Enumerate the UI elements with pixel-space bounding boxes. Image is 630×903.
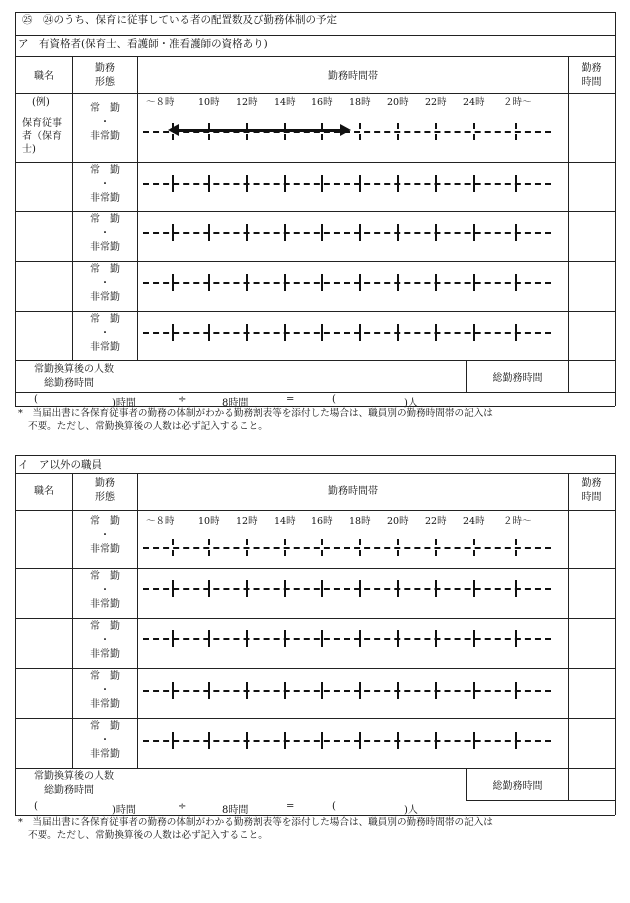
time-band-header: 勤務時間帯 <box>328 71 378 82</box>
time-tick-mark <box>284 224 286 241</box>
time-tick-mark <box>172 539 174 556</box>
time-tick-mark <box>246 224 248 241</box>
example-role-line3: 士) <box>22 144 36 155</box>
time-tick-mark <box>172 732 174 749</box>
total-hours-label: 総勤務時間 <box>492 781 543 792</box>
time-tick-mark <box>397 274 399 291</box>
schedule-timeline[interactable] <box>143 638 551 640</box>
time-tick-label: ～８時 <box>146 516 175 527</box>
time-tick-mark <box>473 123 475 140</box>
work-form-separator: ・ <box>100 530 110 541</box>
time-tick-label: ２時～ <box>503 516 532 527</box>
work-form-header-line1: 勤務 <box>95 478 115 489</box>
work-form-parttime[interactable]: 非常勤 <box>90 342 120 353</box>
time-tick-label: 24時 <box>463 97 485 108</box>
time-tick-mark <box>284 274 286 291</box>
time-tick-mark <box>435 580 437 597</box>
work-form-separator: ・ <box>100 585 110 596</box>
time-tick-mark <box>515 274 517 291</box>
work-form-separator: ・ <box>100 328 110 339</box>
time-tick-mark <box>473 682 475 699</box>
time-tick-mark <box>515 539 517 556</box>
schedule-timeline[interactable] <box>143 588 551 590</box>
time-tick-mark <box>515 682 517 699</box>
schedule-timeline[interactable] <box>143 332 551 334</box>
time-tick-mark <box>321 580 323 597</box>
fte-label: 常勤換算後の人数 <box>34 771 114 782</box>
time-tick-mark <box>515 224 517 241</box>
time-tick-label: 10時 <box>198 97 220 108</box>
work-form-fulltime[interactable]: 常 勤 <box>90 214 120 225</box>
formula-equals: = <box>286 801 295 812</box>
time-tick-label: 16時 <box>311 97 333 108</box>
time-tick-mark <box>321 539 323 556</box>
time-tick-mark <box>208 580 210 597</box>
work-form-separator: ・ <box>100 179 110 190</box>
formula-divide: ÷ <box>178 394 187 405</box>
footnote-line1: * 当届出書に各保育従事者の勤務の体制がわかる勤務割表等を添付した場合は、職員別の勤務時間帯の記入は <box>18 817 493 828</box>
time-tick-mark <box>473 580 475 597</box>
example-role-line1: 保育従事 <box>22 118 62 129</box>
work-form-separator: ・ <box>100 635 110 646</box>
time-tick-mark <box>473 732 475 749</box>
time-tick-mark <box>321 224 323 241</box>
work-form-fulltime[interactable]: 常 勤 <box>90 165 120 176</box>
time-tick-label: 12時 <box>236 97 258 108</box>
time-tick-mark <box>473 175 475 192</box>
name-column-header: 職名 <box>34 71 54 82</box>
time-tick-mark <box>397 732 399 749</box>
footnote-line2: 不要。ただし、常勤換算後の人数は必ず記入すること。 <box>28 421 268 432</box>
time-tick-mark <box>435 324 437 341</box>
time-tick-mark <box>435 175 437 192</box>
time-tick-mark <box>284 630 286 647</box>
formula-persons-unit: )人 <box>404 398 418 409</box>
time-tick-mark <box>435 630 437 647</box>
time-tick-mark <box>397 630 399 647</box>
time-tick-label: 10時 <box>198 516 220 527</box>
time-tick-mark <box>515 123 517 140</box>
work-form-parttime[interactable]: 非常勤 <box>90 649 120 660</box>
time-tick-mark <box>359 324 361 341</box>
time-tick-mark <box>321 175 323 192</box>
time-tick-mark <box>515 630 517 647</box>
formula-open-paren2: ( <box>332 394 336 405</box>
work-form-parttime[interactable]: 非常勤 <box>90 699 120 710</box>
time-tick-mark <box>172 682 174 699</box>
time-tick-mark <box>172 274 174 291</box>
hours-header-line2: 時間 <box>581 492 602 503</box>
formula-equals: = <box>286 394 295 405</box>
time-tick-mark <box>246 324 248 341</box>
time-tick-mark <box>284 580 286 597</box>
time-tick-mark <box>321 732 323 749</box>
work-form-fulltime[interactable]: 常 勤 <box>90 314 120 325</box>
time-tick-mark <box>515 324 517 341</box>
formula-open-paren: ( <box>34 801 38 812</box>
time-tick-mark <box>397 224 399 241</box>
formula-persons-unit: )人 <box>404 805 418 816</box>
time-tick-label: 12時 <box>236 516 258 527</box>
time-tick-mark <box>397 123 399 140</box>
formula-hours-unit: )時間 <box>112 805 136 816</box>
time-tick-mark <box>208 630 210 647</box>
time-tick-label: 20時 <box>387 97 409 108</box>
hours-header-line1: 勤務 <box>581 478 602 489</box>
work-form-parttime[interactable]: 非常勤 <box>90 599 120 610</box>
time-tick-mark <box>473 274 475 291</box>
time-tick-mark <box>359 274 361 291</box>
time-tick-mark <box>172 324 174 341</box>
formula-open-paren: ( <box>34 394 38 405</box>
name-column-header: 職名 <box>34 486 54 497</box>
section-a-heading: ア 有資格者(保育士、看護師・准看護師の資格あり) <box>18 38 268 50</box>
hours-header-line2: 時間 <box>581 77 602 88</box>
work-form-parttime[interactable]: 非常勤 <box>90 749 120 760</box>
time-tick-mark <box>284 732 286 749</box>
time-tick-mark <box>208 274 210 291</box>
time-tick-label: ２時～ <box>503 97 532 108</box>
time-tick-mark <box>284 324 286 341</box>
time-tick-mark <box>359 539 361 556</box>
time-tick-mark <box>208 539 210 556</box>
time-tick-label: 22時 <box>425 97 447 108</box>
time-tick-mark <box>284 539 286 556</box>
time-tick-mark <box>515 732 517 749</box>
work-form-separator: ・ <box>100 685 110 696</box>
time-tick-mark <box>172 175 174 192</box>
footnote-line2: 不要。ただし、常勤換算後の人数は必ず記入すること。 <box>28 830 268 841</box>
formula-eight-hours: 8時間 <box>222 398 249 409</box>
work-form-fulltime[interactable]: 常 勤 <box>90 671 120 682</box>
time-tick-mark <box>473 324 475 341</box>
time-tick-label: 18時 <box>349 97 371 108</box>
schedule-timeline[interactable] <box>143 282 551 284</box>
time-tick-mark <box>515 580 517 597</box>
work-form-parttime[interactable]: 非常勤 <box>90 193 120 204</box>
time-tick-mark <box>208 224 210 241</box>
time-band-header: 勤務時間帯 <box>328 486 378 497</box>
work-form-separator: ・ <box>100 735 110 746</box>
time-tick-label: 18時 <box>349 516 371 527</box>
time-tick-mark <box>246 732 248 749</box>
time-tick-mark <box>359 175 361 192</box>
time-tick-mark <box>208 732 210 749</box>
time-tick-mark <box>172 224 174 241</box>
work-form-parttime[interactable]: 非常勤 <box>90 242 120 253</box>
time-tick-label: 24時 <box>463 516 485 527</box>
example-role-line2: 者（保育 <box>22 131 62 142</box>
time-tick-mark <box>208 682 210 699</box>
time-tick-label: ～８時 <box>146 97 175 108</box>
time-tick-mark <box>246 630 248 647</box>
time-tick-mark <box>397 580 399 597</box>
schedule-timeline[interactable] <box>143 690 551 692</box>
time-tick-mark <box>397 682 399 699</box>
time-tick-mark <box>359 732 361 749</box>
time-tick-mark <box>321 682 323 699</box>
work-form-fulltime[interactable]: 常 勤 <box>90 621 120 632</box>
section-b-heading: イ ア以外の職員 <box>18 459 102 471</box>
time-tick-mark <box>359 682 361 699</box>
work-form-parttime[interactable]: 非常勤 <box>90 544 120 555</box>
work-form-fulltime[interactable]: 常 勤 <box>90 516 120 527</box>
work-form-fulltime[interactable]: 常 勤 <box>90 721 120 732</box>
time-tick-mark <box>208 175 210 192</box>
time-tick-mark <box>473 224 475 241</box>
time-tick-mark <box>435 732 437 749</box>
time-tick-mark <box>284 682 286 699</box>
time-tick-mark <box>359 580 361 597</box>
work-form-parttime[interactable]: 非常勤 <box>90 131 120 142</box>
time-tick-mark <box>321 324 323 341</box>
schedule-timeline[interactable] <box>143 183 551 185</box>
time-tick-mark <box>359 630 361 647</box>
hours-header-line1: 勤務 <box>581 63 602 74</box>
total-hours-line: 総勤務時間 <box>44 785 94 796</box>
work-form-header-line2: 形態 <box>95 492 115 503</box>
total-hours-line: 総勤務時間 <box>44 378 94 389</box>
total-hours-label: 総勤務時間 <box>492 373 543 384</box>
work-form-fulltime[interactable]: 常 勤 <box>90 264 120 275</box>
time-tick-mark <box>435 123 437 140</box>
work-form-header-line2: 形態 <box>95 77 115 88</box>
time-tick-mark <box>473 539 475 556</box>
time-tick-mark <box>515 175 517 192</box>
time-tick-mark <box>246 580 248 597</box>
work-form-parttime[interactable]: 非常勤 <box>90 292 120 303</box>
time-tick-mark <box>246 682 248 699</box>
schedule-timeline[interactable] <box>143 547 551 549</box>
time-tick-mark <box>397 539 399 556</box>
time-tick-mark <box>284 175 286 192</box>
fte-label: 常勤換算後の人数 <box>34 364 114 375</box>
time-tick-mark <box>172 580 174 597</box>
time-tick-mark <box>208 324 210 341</box>
formula-hours-unit: )時間 <box>112 398 136 409</box>
time-tick-label: 14時 <box>274 97 296 108</box>
time-tick-mark <box>359 224 361 241</box>
time-tick-label: 22時 <box>425 516 447 527</box>
work-form-separator: ・ <box>100 278 110 289</box>
document-title: ㉕ ㉔のうち、保育に従事している者の配置数及び勤務体制の予定 <box>22 14 337 26</box>
formula-open-paren2: ( <box>332 801 336 812</box>
schedule-timeline[interactable] <box>143 232 551 234</box>
time-tick-mark <box>321 274 323 291</box>
example-label: (例) <box>32 97 50 108</box>
work-form-header-line1: 勤務 <box>95 63 115 74</box>
time-tick-mark <box>435 539 437 556</box>
time-tick-label: 20時 <box>387 516 409 527</box>
time-tick-mark <box>397 175 399 192</box>
time-tick-mark <box>359 123 361 140</box>
time-tick-label: 16時 <box>311 516 333 527</box>
formula-divide: ÷ <box>178 801 187 812</box>
time-tick-mark <box>473 630 475 647</box>
time-tick-label: 14時 <box>274 516 296 527</box>
formula-eight-hours: 8時間 <box>222 805 249 816</box>
time-tick-mark <box>172 630 174 647</box>
work-form-separator: ・ <box>100 228 110 239</box>
time-tick-mark <box>321 630 323 647</box>
work-form-separator: ・ <box>100 117 110 128</box>
time-tick-mark <box>246 539 248 556</box>
work-form-fulltime[interactable]: 常 勤 <box>90 571 120 582</box>
footnote-line1: * 当届出書に各保育従事者の勤務の体制がわかる勤務割表等を添付した場合は、職員別の勤務時間帯の記入は <box>18 408 493 419</box>
arrow-right-head-icon <box>340 124 351 136</box>
time-tick-mark <box>435 224 437 241</box>
time-tick-mark <box>246 274 248 291</box>
time-tick-mark <box>397 324 399 341</box>
time-tick-mark <box>435 274 437 291</box>
time-tick-mark <box>435 682 437 699</box>
work-form-fulltime[interactable]: 常 勤 <box>90 103 120 114</box>
time-tick-mark <box>246 175 248 192</box>
schedule-timeline[interactable] <box>143 740 551 742</box>
arrow-left-head-icon <box>168 124 179 136</box>
example-work-arrow <box>176 129 342 132</box>
